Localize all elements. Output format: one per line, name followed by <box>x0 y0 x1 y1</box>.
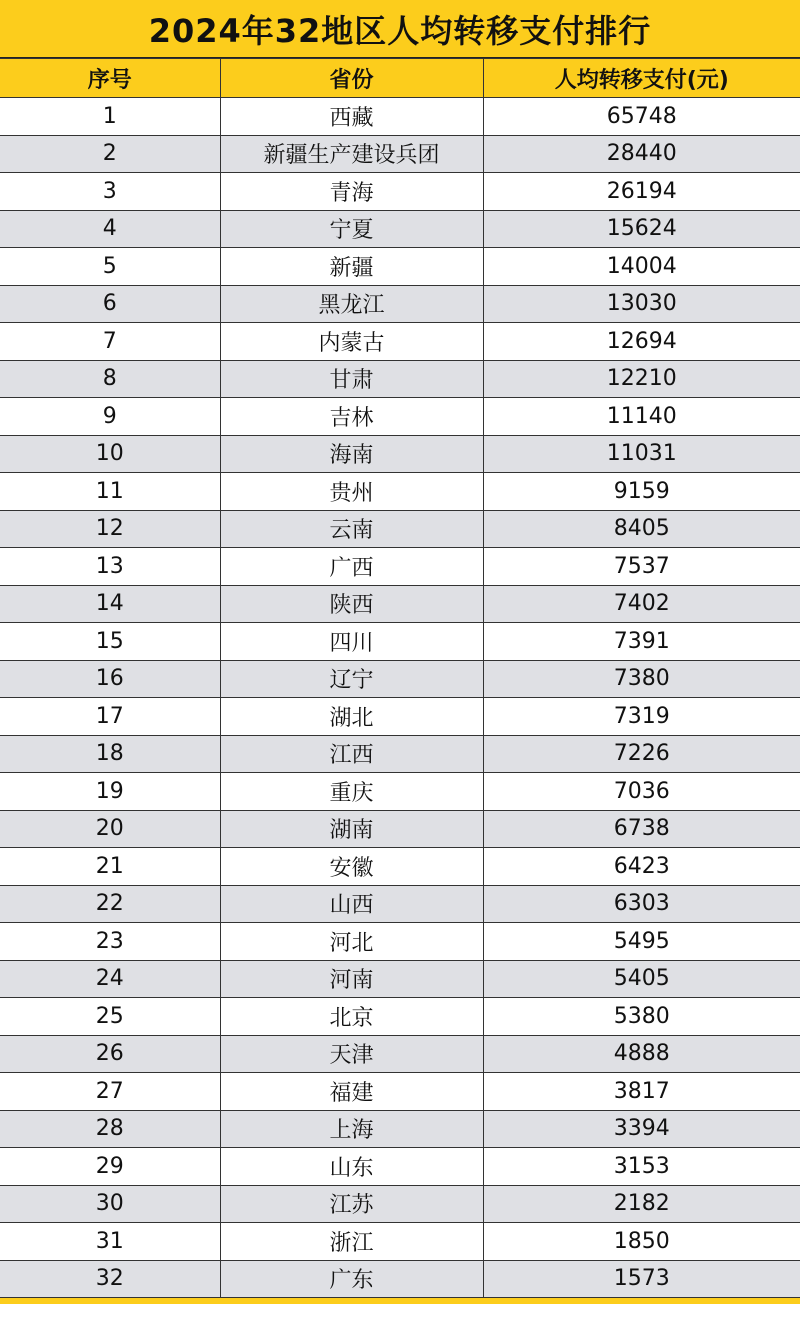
cell-rank: 30 <box>0 1185 220 1223</box>
cell-province: 安徽 <box>220 848 483 886</box>
cell-province: 上海 <box>220 1110 483 1148</box>
cell-value: 11140 <box>483 398 800 436</box>
table-row <box>0 960 800 998</box>
cell-rank: 4 <box>0 210 220 248</box>
cell-value: 3153 <box>483 1148 800 1186</box>
table-row <box>0 98 800 136</box>
cell-rank: 1 <box>0 98 220 136</box>
cell-rank: 15 <box>0 623 220 661</box>
cell-value: 1573 <box>483 1260 800 1298</box>
cell-rank: 10 <box>0 435 220 473</box>
cell-province: 福建 <box>220 1073 483 1111</box>
cell-value: 7402 <box>483 585 800 623</box>
header-value: 人均转移支付(元) <box>483 59 800 98</box>
cell-province: 天津 <box>220 1035 483 1073</box>
cell-rank: 24 <box>0 960 220 998</box>
cell-province: 江西 <box>220 735 483 773</box>
cell-value: 2182 <box>483 1185 800 1223</box>
cell-province: 河北 <box>220 923 483 961</box>
cell-province: 河南 <box>220 960 483 998</box>
table-row <box>0 1035 800 1073</box>
cell-province: 北京 <box>220 998 483 1036</box>
cell-province: 新疆生产建设兵团 <box>220 135 483 173</box>
cell-rank: 22 <box>0 885 220 923</box>
cell-province: 江苏 <box>220 1185 483 1223</box>
cell-province: 西藏 <box>220 98 483 136</box>
cell-province: 黑龙江 <box>220 285 483 323</box>
cell-province: 云南 <box>220 510 483 548</box>
cell-value: 6738 <box>483 810 800 848</box>
table-row <box>0 1185 800 1223</box>
cell-province: 湖南 <box>220 810 483 848</box>
cell-rank: 8 <box>0 360 220 398</box>
cell-province: 山东 <box>220 1148 483 1186</box>
table-row <box>0 173 800 211</box>
cell-value: 65748 <box>483 98 800 136</box>
cell-rank: 31 <box>0 1223 220 1261</box>
table-row <box>0 210 800 248</box>
table-row <box>0 360 800 398</box>
cell-rank: 20 <box>0 810 220 848</box>
table-row <box>0 660 800 698</box>
table-row <box>0 773 800 811</box>
table-row <box>0 1110 800 1148</box>
cell-rank: 28 <box>0 1110 220 1148</box>
cell-province: 四川 <box>220 623 483 661</box>
header-row <box>0 59 800 98</box>
table-header <box>0 59 800 98</box>
cell-rank: 21 <box>0 848 220 886</box>
cell-rank: 32 <box>0 1260 220 1298</box>
table-row <box>0 398 800 436</box>
cell-value: 5495 <box>483 923 800 961</box>
cell-value: 28440 <box>483 135 800 173</box>
cell-rank: 9 <box>0 398 220 436</box>
cell-province: 新疆 <box>220 248 483 286</box>
cell-rank: 3 <box>0 173 220 211</box>
cell-province: 宁夏 <box>220 210 483 248</box>
table-row <box>0 698 800 736</box>
cell-rank: 13 <box>0 548 220 586</box>
table-row <box>0 135 800 173</box>
table-row <box>0 623 800 661</box>
table-row <box>0 1148 800 1186</box>
table-row <box>0 323 800 361</box>
cell-province: 广西 <box>220 548 483 586</box>
table-row <box>0 1260 800 1298</box>
cell-rank: 7 <box>0 323 220 361</box>
cell-province: 辽宁 <box>220 660 483 698</box>
table-body <box>0 98 800 1298</box>
cell-rank: 27 <box>0 1073 220 1111</box>
cell-province: 贵州 <box>220 473 483 511</box>
cell-value: 13030 <box>483 285 800 323</box>
cell-value: 7391 <box>483 623 800 661</box>
cell-province: 海南 <box>220 435 483 473</box>
cell-province: 重庆 <box>220 773 483 811</box>
cell-province: 陕西 <box>220 585 483 623</box>
cell-rank: 5 <box>0 248 220 286</box>
cell-province: 内蒙古 <box>220 323 483 361</box>
cell-province: 吉林 <box>220 398 483 436</box>
table-row <box>0 885 800 923</box>
ranking-table <box>0 58 800 1298</box>
table-row <box>0 548 800 586</box>
table-row <box>0 510 800 548</box>
table-row <box>0 923 800 961</box>
cell-value: 1850 <box>483 1223 800 1261</box>
cell-value: 5405 <box>483 960 800 998</box>
cell-province: 青海 <box>220 173 483 211</box>
cell-value: 5380 <box>483 998 800 1036</box>
header-province: 省份 <box>220 59 483 98</box>
cell-value: 7380 <box>483 660 800 698</box>
cell-value: 4888 <box>483 1035 800 1073</box>
cell-province: 浙江 <box>220 1223 483 1261</box>
cell-province: 山西 <box>220 885 483 923</box>
cell-value: 12210 <box>483 360 800 398</box>
cell-rank: 23 <box>0 923 220 961</box>
table-row <box>0 435 800 473</box>
cell-value: 7537 <box>483 548 800 586</box>
cell-value: 9159 <box>483 473 800 511</box>
cell-value: 6303 <box>483 885 800 923</box>
cell-value: 3817 <box>483 1073 800 1111</box>
cell-value: 8405 <box>483 510 800 548</box>
cell-rank: 25 <box>0 998 220 1036</box>
cell-value: 12694 <box>483 323 800 361</box>
table-row <box>0 848 800 886</box>
cell-value: 3394 <box>483 1110 800 1148</box>
cell-value: 7226 <box>483 735 800 773</box>
table-row <box>0 585 800 623</box>
cell-rank: 14 <box>0 585 220 623</box>
table-row <box>0 248 800 286</box>
table-row <box>0 1073 800 1111</box>
table-row <box>0 473 800 511</box>
cell-value: 7036 <box>483 773 800 811</box>
cell-rank: 12 <box>0 510 220 548</box>
cell-rank: 6 <box>0 285 220 323</box>
table-row <box>0 998 800 1036</box>
cell-rank: 16 <box>0 660 220 698</box>
cell-province: 广东 <box>220 1260 483 1298</box>
cell-province: 甘肃 <box>220 360 483 398</box>
table-row <box>0 1223 800 1261</box>
cell-value: 11031 <box>483 435 800 473</box>
title-bar <box>0 0 800 58</box>
cell-rank: 18 <box>0 735 220 773</box>
cell-rank: 2 <box>0 135 220 173</box>
bottom-strip <box>0 1298 800 1304</box>
cell-rank: 17 <box>0 698 220 736</box>
table-row <box>0 810 800 848</box>
table-row <box>0 285 800 323</box>
page-title: 2024年32地区人均转移支付排行 <box>148 11 652 50</box>
cell-province: 湖北 <box>220 698 483 736</box>
cell-rank: 19 <box>0 773 220 811</box>
cell-value: 7319 <box>483 698 800 736</box>
cell-value: 6423 <box>483 848 800 886</box>
cell-rank: 11 <box>0 473 220 511</box>
cell-rank: 26 <box>0 1035 220 1073</box>
table-row <box>0 735 800 773</box>
header-rank: 序号 <box>0 59 220 98</box>
cell-value: 15624 <box>483 210 800 248</box>
cell-value: 14004 <box>483 248 800 286</box>
cell-value: 26194 <box>483 173 800 211</box>
cell-rank: 29 <box>0 1148 220 1186</box>
